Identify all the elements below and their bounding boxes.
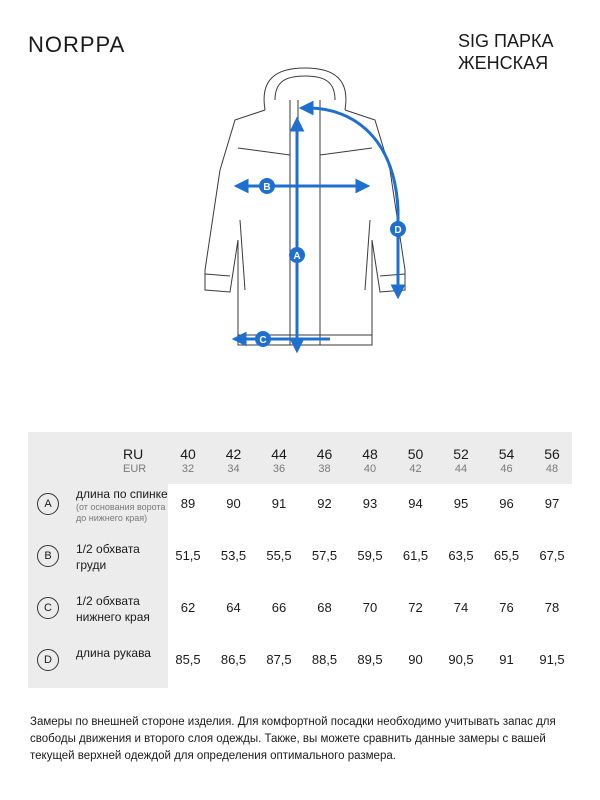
product-title-line2: ЖЕНСКАЯ: [458, 53, 549, 73]
table-cell: 89,5: [357, 652, 383, 667]
header-size-eur: 32: [181, 463, 195, 475]
table-cell: 85,5: [175, 652, 201, 667]
table-cell: 93: [362, 496, 378, 511]
table-cell: 91: [271, 496, 287, 511]
table-cell: 62: [180, 600, 196, 615]
table-cell: 89: [180, 496, 196, 511]
table-cell: 74: [453, 600, 469, 615]
row-letter-c: C: [37, 597, 59, 619]
row-title: [76, 645, 171, 661]
header-eur-label: EUR: [123, 463, 147, 475]
header-ru-label: RU: [123, 446, 144, 462]
marker-a-label: A: [293, 251, 301, 262]
marker-b: [259, 178, 275, 194]
product-title-line1: SIG ПАРКА: [458, 31, 554, 51]
row-title: [76, 541, 171, 573]
table-cell: 66: [271, 600, 287, 615]
table-cell: 51,5: [175, 548, 201, 563]
brand-logo: NORPPA: [28, 32, 126, 57]
table-cell: 76: [499, 600, 514, 615]
table-cell: 90,5: [448, 652, 474, 667]
table-cell: 94: [408, 496, 423, 511]
table-cell: 78: [544, 600, 560, 615]
table-cell: 86,5: [220, 652, 247, 667]
marker-a: [289, 247, 305, 263]
row-title-text: 1/2 обхвата груди: [76, 542, 140, 572]
table-cell: 96: [499, 496, 514, 511]
header-size-eur: 48: [545, 463, 559, 475]
footnote-text: Замеры по внешней стороне изделия. Для комфортной посадки необходимо учитывать запас для свободы движения и второго слоя одежды. Также, вы можете сравнить данные замеры с вашей текущей верхней одеждой для определения оптимального размера.: [30, 716, 556, 762]
marker-d-label: D: [394, 225, 402, 236]
table-cell: 91,5: [539, 652, 565, 667]
marker-d: [390, 221, 406, 237]
table-cell: 64: [226, 600, 241, 615]
row-title: [76, 593, 171, 625]
header-size-ru: 40: [180, 446, 196, 462]
parka-measurement-diagram: [190, 60, 420, 360]
header-size-ru: 50: [407, 446, 424, 462]
row-title-text: 1/2 обхвата нижнего края: [76, 594, 150, 624]
table-cell: 72: [408, 600, 423, 615]
header-size-eur: 46: [500, 463, 513, 475]
table-cell: 97: [544, 496, 560, 511]
header-size-eur: 44: [454, 463, 468, 475]
table-cell: 88,5: [311, 652, 338, 667]
header-size-ru: 42: [225, 446, 242, 462]
marker-c: [255, 331, 271, 347]
table-cell: 87,5: [266, 652, 292, 667]
table-cell: 68: [317, 600, 332, 615]
header-size-eur: 42: [409, 463, 422, 475]
header-size-ru: 56: [544, 446, 560, 462]
row-title-text: длина рукава: [76, 646, 151, 660]
table-cell: 95: [453, 496, 469, 511]
marker-b-label: B: [263, 182, 271, 193]
table-cell: 59,5: [357, 548, 383, 563]
header-size-ru: 52: [453, 446, 469, 462]
header-size-eur: 38: [318, 463, 331, 475]
row-title: [76, 486, 171, 524]
table-cell: 61,5: [402, 548, 429, 563]
measurement-lines: [235, 103, 403, 350]
size-table: [28, 432, 572, 688]
table-cell: 53,5: [220, 548, 247, 563]
table-cell: 65,5: [493, 548, 520, 563]
header-size-ru: 48: [362, 446, 378, 462]
header-size-eur: 34: [227, 463, 240, 475]
header-size-ru: 54: [498, 446, 515, 462]
header-size-ru: 44: [271, 446, 287, 462]
row-subtitle-text: (от основания ворота до нижнего края): [76, 502, 166, 523]
header-size-eur: 36: [272, 463, 286, 475]
table-cell: 70: [362, 600, 378, 615]
table-cell: 90: [226, 496, 241, 511]
product-title: [458, 30, 568, 74]
table-cell: 67,5: [539, 548, 565, 563]
row-letter-d: D: [37, 649, 59, 671]
table-cell: 92: [317, 496, 332, 511]
marker-c-label: C: [259, 335, 267, 346]
table-cell: 55,5: [266, 548, 292, 563]
row-title-text: длина по спинке: [76, 487, 168, 501]
table-cell: 57,5: [311, 548, 338, 563]
header-size-ru: 46: [316, 446, 333, 462]
table-cell: 91: [499, 652, 514, 667]
header-size-eur: 40: [363, 463, 377, 475]
row-letter-b: B: [37, 545, 59, 567]
table-cell: 63,5: [448, 548, 474, 563]
row-letter-a: A: [37, 493, 59, 515]
table-cell: 90: [408, 652, 423, 667]
